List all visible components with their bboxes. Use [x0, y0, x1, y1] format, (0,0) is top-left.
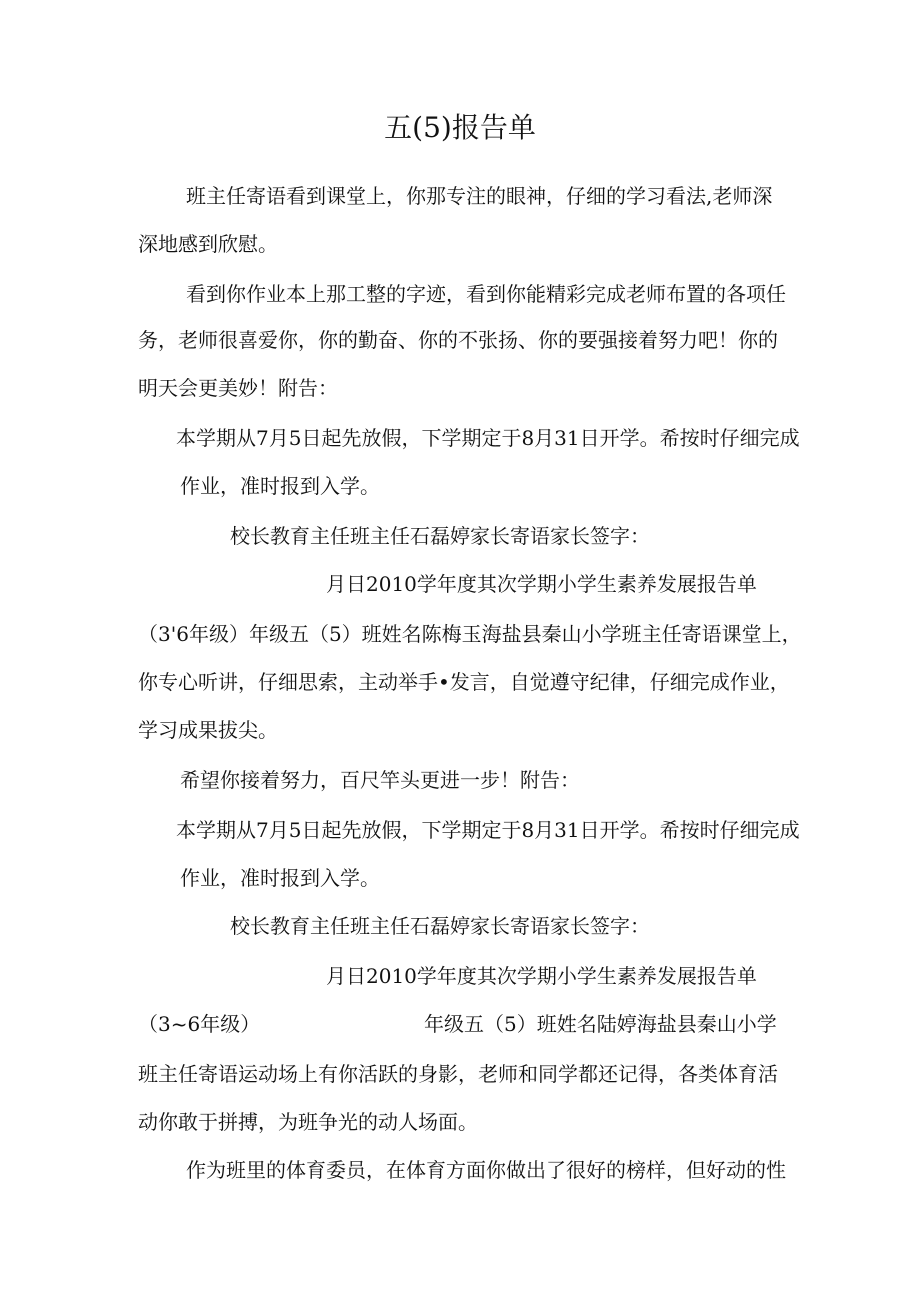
signature-line: 校长教育主任班主任石磊婷家长寄语家长签字：	[230, 914, 650, 938]
paragraph-line: 务，老师很喜爱你，你的勤奋、你的不张扬、你的要强接着努力吧！你的	[138, 328, 778, 352]
paragraph-line: （3'6年级）年级五（5）班姓名陈梅玉海盐县秦山小学班主任寄语课堂上，	[138, 622, 802, 646]
paragraph-line: 本学期从7月5日起先放假，下学期定于8月31日开学。希按时仔细完成	[176, 818, 800, 842]
paragraph-line: 你专心听讲，仔细思索，主动举手•发言，自觉遵守纪律，仔细完成作业，	[138, 670, 790, 694]
paragraph-line: 作业，准时报到入学。	[180, 866, 380, 890]
paragraph-line: 希望你接着努力，百尺竿头更进一步！附告：	[180, 768, 580, 792]
report-heading-line: 月日2010学年度其次学期小学生素养发展报告单	[326, 964, 757, 988]
document-title: 五(5)报告单	[384, 111, 536, 144]
paragraph-line: 作为班里的体育委员，在体育方面你做出了很好的榜样，但好动的性	[186, 1158, 786, 1182]
paragraph-line: 班主任寄语看到课堂上，你那专注的眼神，仔细的学习看法,老师深	[186, 184, 773, 208]
grade-range-label: （3~6年级）	[138, 1012, 261, 1036]
report-heading-line: 月日2010学年度其次学期小学生素养发展报告单	[326, 572, 757, 596]
paragraph-line: 深地感到欣慰。	[138, 232, 278, 256]
paragraph-line: 学习成果拔尖。	[138, 718, 278, 742]
signature-line: 校长教育主任班主任石磊婷家长寄语家长签字：	[230, 524, 650, 548]
paragraph-line: 动你敢于拼搏，为班争光的动人场面。	[138, 1110, 478, 1134]
paragraph-line: 看到你作业本上那工整的字迹，看到你能精彩完成老师布置的各项任	[186, 282, 786, 306]
paragraph-line: 作业，准时报到入学。	[180, 474, 380, 498]
paragraph-line: 本学期从7月5日起先放假，下学期定于8月31日开学。希按时仔细完成	[176, 426, 800, 450]
paragraph-line: 明天会更美妙！附告：	[138, 376, 338, 400]
student-info-line: 年级五（5）班姓名陆婷海盐县秦山小学	[424, 1012, 777, 1036]
paragraph-line: 班主任寄语运动场上有你活跃的身影，老师和同学都还记得，各类体育活	[138, 1062, 778, 1086]
